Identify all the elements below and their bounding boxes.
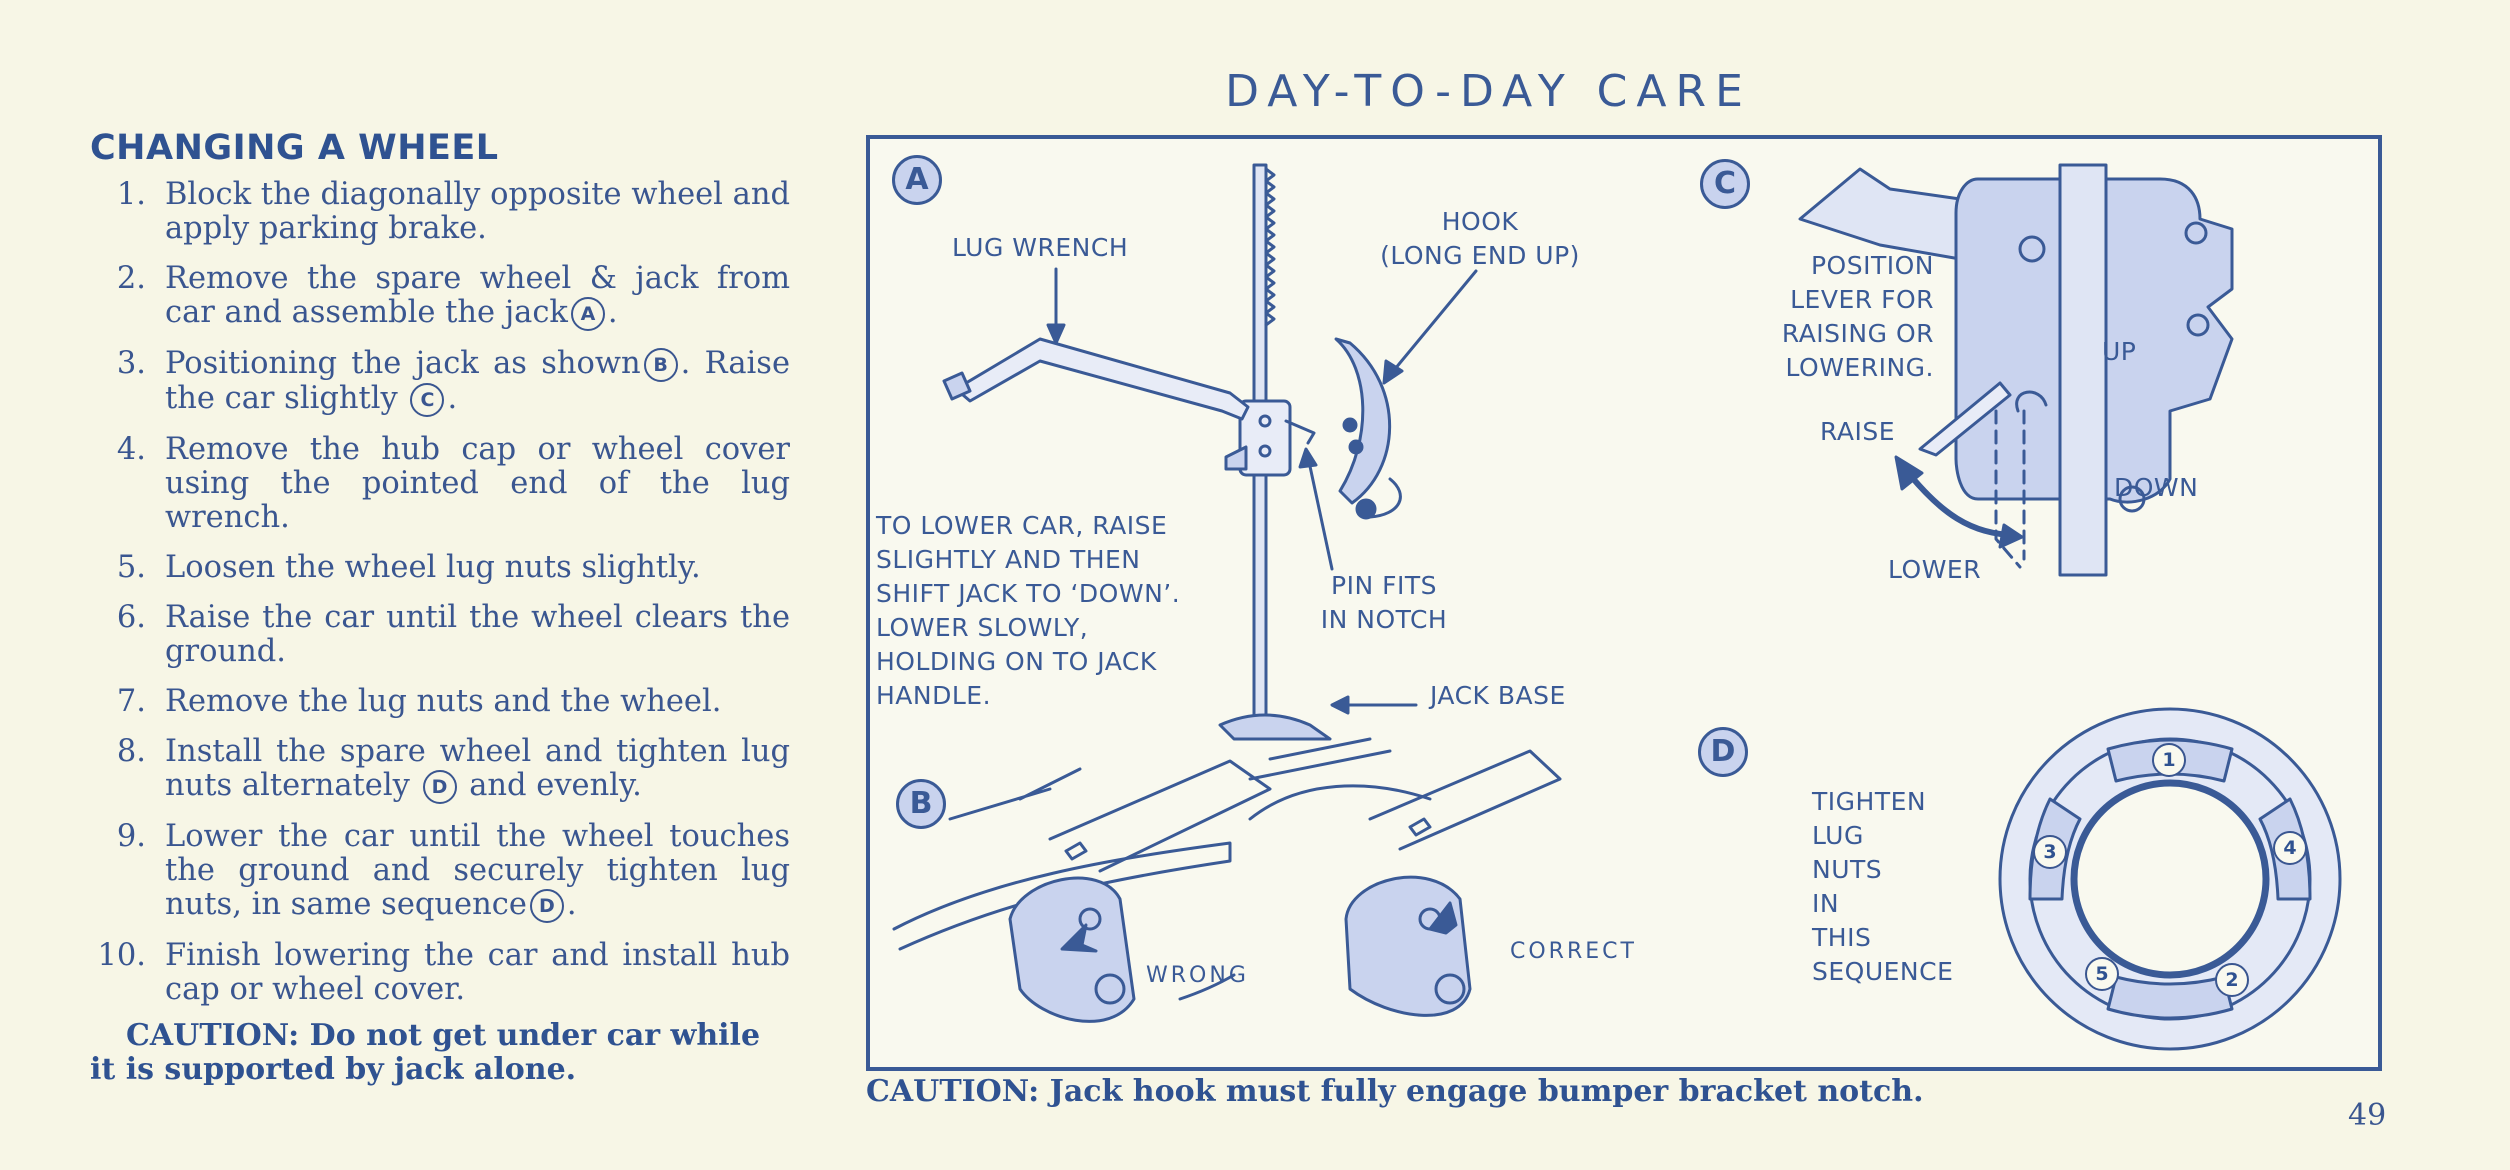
page-number: 49 xyxy=(2348,1098,2387,1133)
step-text: Raise the car until the wheel clears the ground. xyxy=(165,600,790,669)
panel-letter-d: D xyxy=(1698,727,1748,777)
step-number: 2. xyxy=(116,261,146,296)
figure-ref-a: A xyxy=(571,297,605,331)
label-wrong: WRONG xyxy=(1146,963,1249,988)
step-number: 3. xyxy=(116,346,146,381)
figure-ref-d: D xyxy=(423,770,457,804)
label-lug-wrench: LUG WRENCH xyxy=(952,233,1129,262)
step-number: 10. xyxy=(97,938,146,973)
panel-letter-b: B xyxy=(896,779,946,829)
step-text: Install the spare wheel and tighten lug nuts alternately xyxy=(165,734,790,803)
list-item xyxy=(90,685,790,719)
label-pin-fits: PIN FITS IN NOTCH xyxy=(1320,571,1448,634)
step-text: . xyxy=(447,381,458,416)
lug-nut-4: 4 xyxy=(2273,831,2307,865)
step-text: Positioning the jack as shown xyxy=(165,346,641,381)
list-item xyxy=(90,939,790,1007)
step-text: Remove the lug nuts and the wheel. xyxy=(165,684,722,719)
illustration-panel xyxy=(866,135,2382,1071)
label-hook: HOOK (LONG END UP) xyxy=(1380,207,1580,270)
step-text: Loosen the wheel lug nuts slightly. xyxy=(165,550,701,585)
step-text: . xyxy=(607,295,618,330)
label-up: UP xyxy=(2102,337,2137,366)
step-text: . xyxy=(566,887,577,922)
step-number: 9. xyxy=(116,819,146,854)
section-heading: CHANGING A WHEEL xyxy=(90,128,499,168)
step-number: 8. xyxy=(116,734,146,769)
figure-ref-c: C xyxy=(410,383,444,417)
list-item xyxy=(90,735,790,804)
label-lower-instructions: TO LOWER CAR, RAISE SLIGHTLY AND THEN SHIFT JACK TO ‘DOWN’. LOWER SLOWLY, HOLDING ON TO JACK HANDLE. xyxy=(876,511,1181,710)
step-text: Block the diagonally opposite wheel and apply parking brake. xyxy=(165,177,790,246)
step-number: 4. xyxy=(116,432,146,467)
steps-list xyxy=(90,178,790,1007)
caution-note: CAUTION: Do not get under car while it is supported by jack alone. xyxy=(90,1018,761,1087)
list-item xyxy=(90,551,790,585)
list-item xyxy=(90,820,790,923)
panel-letter-a: A xyxy=(892,155,942,205)
step-number: 7. xyxy=(116,684,146,719)
step-text: Remove the hub cap or wheel cover using the pointed end of the lug wrench. xyxy=(165,432,790,535)
step-number: 5. xyxy=(116,550,146,585)
step-text: and evenly. xyxy=(459,768,642,803)
label-down: DOWN xyxy=(2114,473,2199,502)
label-raise: RAISE xyxy=(1820,417,1895,446)
figure-ref-d: D xyxy=(530,889,564,923)
label-tighten-sequence: TIGHTEN LUG NUTS IN THIS SEQUENCE xyxy=(1812,787,1954,986)
figure-ref-b: B xyxy=(644,348,678,382)
list-item xyxy=(90,601,790,669)
page-title: DAY-TO-DAY CARE xyxy=(1225,66,1752,117)
step-text: . Raise the car slightly xyxy=(165,346,790,416)
list-item xyxy=(90,433,790,535)
label-position-lever: POSITION LEVER FOR RAISING OR LOWERING. xyxy=(1781,251,1934,382)
figure-caution: CAUTION: Jack hook must fully engage bumper bracket notch. xyxy=(866,1074,1924,1109)
lug-nut-2: 2 xyxy=(2215,963,2249,997)
step-text: Lower the car until the wheel touches the ground and securely tighten lug nuts, in same sequence xyxy=(165,819,790,922)
instructions-column xyxy=(90,128,790,1087)
list-item xyxy=(90,178,790,246)
label-lower: LOWER xyxy=(1888,555,1982,584)
list-item xyxy=(90,347,790,417)
label-jack-base: JACK BASE xyxy=(1430,681,1566,710)
step-number: 6. xyxy=(116,600,146,635)
lug-nut-3: 3 xyxy=(2033,835,2067,869)
label-correct: CORRECT xyxy=(1510,939,1637,964)
panel-letter-c: C xyxy=(1700,159,1750,209)
step-text: Finish lowering the car and install hub cap or wheel cover. xyxy=(165,938,790,1007)
step-text: Remove the spare wheel & jack from car and assemble the jack xyxy=(165,261,790,330)
lug-nut-5: 5 xyxy=(2085,957,2119,991)
lug-nut-1: 1 xyxy=(2152,743,2186,777)
step-number: 1. xyxy=(116,177,146,212)
list-item xyxy=(90,262,790,331)
